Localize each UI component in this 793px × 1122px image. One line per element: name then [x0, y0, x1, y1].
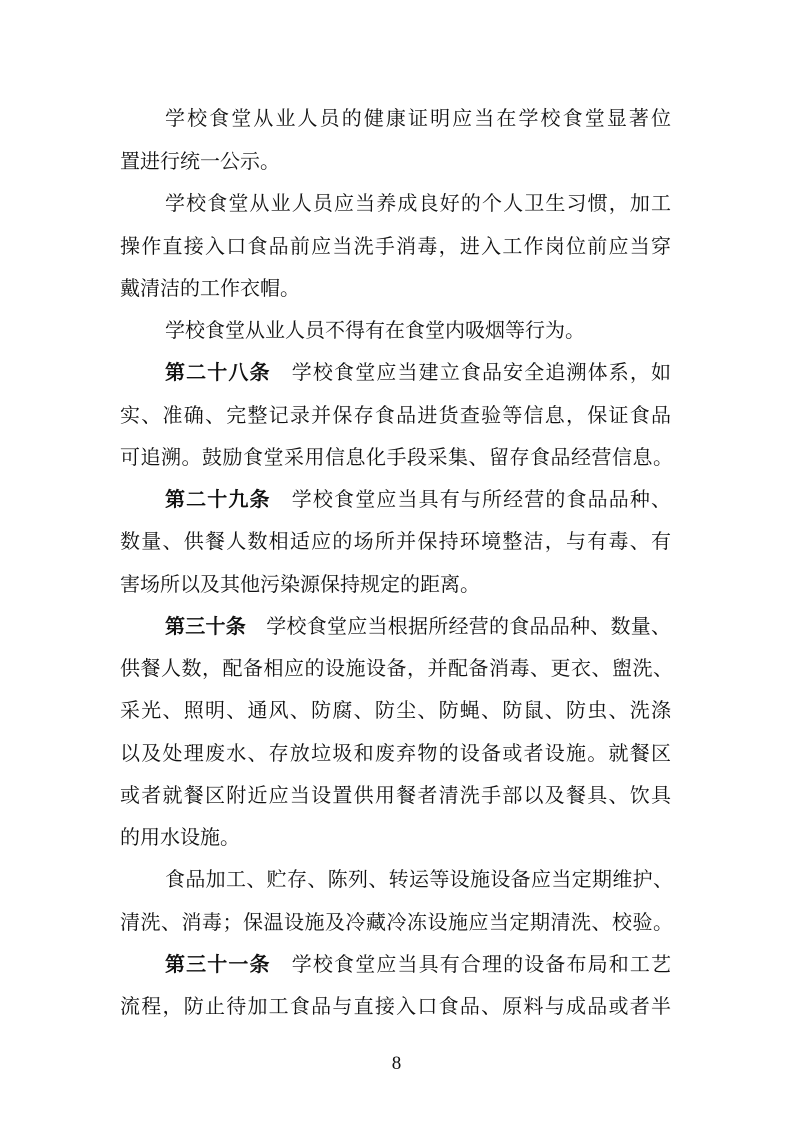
text-line: 置进行统一公示。	[120, 149, 280, 173]
article-heading: 第二十八条	[165, 360, 271, 384]
text-line: 实、准确、完整记录并保存食品进货查验等信息，保证食品	[120, 403, 671, 427]
text-line: 清洗、消毒；保温设施及冷藏冷冻设施应当定期清洗、校验。	[120, 910, 673, 934]
text-line: 的用水设施。	[120, 825, 240, 849]
article-31-line	[165, 950, 671, 978]
article-29-line	[165, 485, 671, 513]
text-line: 供餐人数，配备相应的设施设备，并配备消毒、更衣、盥洗、	[120, 656, 673, 680]
article-text: 学校食堂应当具有合理的设备布局和工艺	[291, 952, 671, 976]
text-line: 害场所以及其他污染源保持规定的距离。	[120, 572, 480, 596]
text-line: 学校食堂从业人员应当养成良好的个人卫生习惯，加工	[165, 191, 671, 215]
text-line: 学校食堂从业人员的健康证明应当在学校食堂显著位	[165, 106, 671, 130]
text-line: 操作直接入口食品前应当洗手消毒，进入工作岗位前应当穿	[120, 234, 671, 258]
text-line: 以及处理废水、存放垃圾和废弃物的设备或者设施。就餐区	[120, 741, 671, 765]
text-line: 可追溯。鼓励食堂采用信息化手段采集、留存食品经营信息。	[120, 445, 673, 469]
article-heading: 第二十九条	[165, 487, 271, 511]
article-heading: 第三十条	[165, 614, 246, 638]
text-line: 戴清洁的工作衣帽。	[120, 276, 300, 300]
text-line: 或者就餐区附近应当设置供用餐者清洗手部以及餐具、饮具	[120, 783, 671, 807]
article-text: 学校食堂应当建立食品安全追溯体系，如	[291, 360, 671, 384]
article-28-line	[165, 358, 671, 386]
article-30-line	[165, 612, 671, 640]
text-line: 食品加工、贮存、陈列、转运等设施设备应当定期维护、	[165, 867, 673, 891]
page-number: 8	[391, 1053, 402, 1074]
article-text: 学校食堂应当具有与所经营的食品品种、	[291, 487, 671, 511]
text-line: 数量、供餐人数相适应的场所并保持环境整洁，与有毒、有	[120, 529, 671, 553]
article-heading: 第三十一条	[165, 952, 271, 976]
text-line: 采光、照明、通风、防腐、防尘、防蝇、防鼠、防虫、洗涤	[120, 698, 671, 722]
text-line: 流程，防止待加工食品与直接入口食品、原料与成品或者半	[120, 994, 671, 1018]
article-text: 学校食堂应当根据所经营的食品品种、数量、	[266, 614, 671, 638]
text-line: 学校食堂从业人员不得有在食堂内吸烟等行为。	[165, 318, 585, 342]
